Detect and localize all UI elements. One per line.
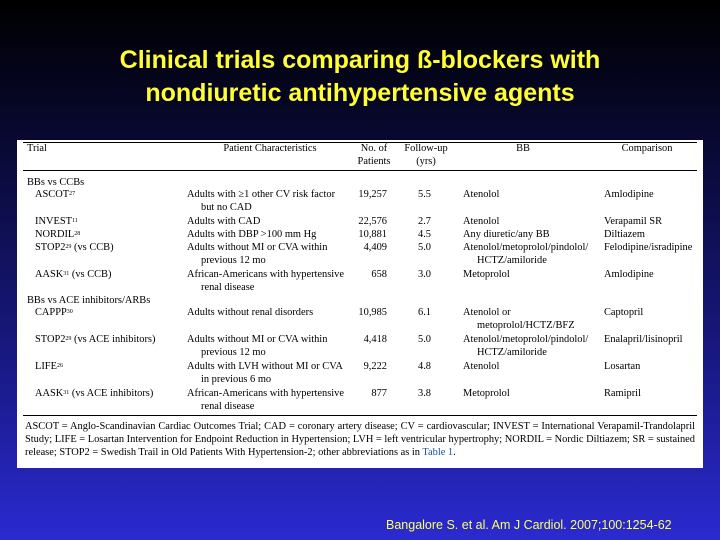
trial-name: LIFE [35, 361, 57, 372]
trial-name: CAPPP [35, 307, 67, 318]
footnote-text: ASCOT = Anglo-Scandinavian Cardiac Outcomes Trial; CAD = coronary artery disease; CV = cardiovascular; INVEST = International Verapamil-Trandolapril Study; LIFE = Losartan Intervention for Endpoint Reduction in Hypertension; LVH = left ventricular hypertrophy; NORDIL = Nordic Diltiazem; SR = sustained release; STOP2 = Swedish Trail in Old Patients With Hypertension-2; other abbreviations as in [25, 421, 695, 458]
slide-title [0, 44, 720, 110]
header-patient-characteristics: Patient Characteristics [223, 143, 317, 154]
table-row-comparison: Amlodipine [604, 269, 654, 280]
trial-reference: 11 [71, 218, 78, 224]
table-row-comparison: Ramipril [604, 388, 641, 399]
header-follow-up [400, 143, 452, 168]
trial-reference: 30 [66, 309, 73, 315]
table-row-trial [35, 307, 73, 320]
table-row-patients: 10,881 [358, 229, 387, 240]
table-row-comparison: Felodipine/isradipine [604, 242, 693, 253]
trial-comparison-note: (vs CCB) [71, 242, 114, 253]
table-row-bb-line2: HCTZ/amiloride [477, 255, 547, 266]
table-row-patients: 22,576 [358, 216, 387, 227]
trial-comparison-note: (vs ACE inhibitors) [69, 388, 154, 399]
table-row-comparison: Losartan [604, 361, 641, 372]
table-row-trial [35, 388, 153, 401]
table-row-bb-line1: Atenolol/metoprolol/pindolol/ [463, 242, 589, 253]
table-row-follow-up: 2.7 [418, 216, 431, 227]
table-row-trial [35, 216, 78, 229]
table-bottom-rule [23, 415, 697, 416]
header-bb: BB [516, 143, 530, 154]
table-row-bb-line2: HCTZ/amiloride [477, 347, 547, 358]
table-row-bb-line1: Atenolol [463, 189, 500, 200]
table-row-patients: 10,985 [358, 307, 387, 318]
title-line-1: Clinical trials comparing ß-blockers with [119, 46, 601, 74]
trial-reference: 26 [56, 363, 63, 369]
table-row-patients: 19,257 [358, 189, 387, 200]
trial-comparison-note: (vs CCB) [69, 269, 112, 280]
group-bbs-vs-ace-arbs: BBs vs ACE inhibitors/ARBs [27, 295, 151, 306]
table-row-follow-up: 3.0 [418, 269, 431, 280]
table-row-bb-line1: Atenolol or [463, 307, 511, 318]
table-row-patient-line2: renal disease [201, 401, 255, 412]
table-row-patient-line1: Adults without renal disorders [187, 307, 314, 318]
table-row-follow-up: 6.1 [418, 307, 431, 318]
trial-name: ASCOT [35, 189, 70, 200]
table-row-patient-line2: previous 12 mo [201, 347, 266, 358]
table-row-patients: 658 [371, 269, 387, 280]
header-no-of: No. of [360, 143, 388, 154]
table-row-patients: 4,409 [363, 242, 387, 253]
table-row-patient-line1: Adults without MI or CVA within [187, 334, 328, 345]
table-row-follow-up: 5.5 [418, 189, 431, 200]
table-row-trial [35, 229, 80, 242]
trial-comparison-note: (vs ACE inhibitors) [71, 334, 156, 345]
table-row-comparison: Enalapril/lisinopril [604, 334, 683, 345]
trial-reference: 29 [65, 336, 72, 342]
table-row-bb-line1: Atenolol [463, 216, 500, 227]
table-row-comparison: Captopril [604, 307, 644, 318]
table-row-comparison: Verapamil SR [604, 216, 663, 227]
header-comparison: Comparison [621, 143, 673, 154]
table-row-comparison: Diltiazem [604, 229, 645, 240]
group-bbs-vs-ccbs: BBs vs CCBs [27, 177, 85, 188]
table-row-bb-line1: Metoprolol [463, 388, 510, 399]
table-row-patients: 4,418 [363, 334, 387, 345]
table-row-trial [35, 334, 155, 347]
citation: Bangalore S. et al. Am J Cardiol. 2007;100:1254-62 [386, 518, 672, 532]
table-row-bb-line2: metoprolol/HCTZ/BFZ [477, 320, 575, 331]
table-row-follow-up: 5.0 [418, 334, 431, 345]
title-line-2: nondiuretic antihypertensive agents [145, 79, 575, 107]
header-follow-up-line1: Follow-up [404, 143, 448, 154]
table-row-comparison: Amlodipine [604, 189, 654, 200]
table-row-follow-up: 3.8 [418, 388, 431, 399]
table-row-patient-line1: Adults with DBP >100 mm Hg [187, 229, 317, 240]
trials-table-panel [17, 140, 703, 468]
table-row-trial [35, 242, 114, 255]
table-row-patients: 877 [371, 388, 387, 399]
table-row-bb-line1: Any diuretic/any BB [463, 229, 550, 240]
footnote-end: . [453, 447, 456, 458]
trial-name: AASK [35, 269, 64, 280]
table-row-follow-up: 4.8 [418, 361, 431, 372]
header-no-of-patients [349, 143, 399, 168]
footnote-table-link[interactable]: Table 1 [422, 447, 454, 458]
trial-reference: 29 [65, 244, 72, 250]
table-row-bb-line1: Atenolol [463, 361, 500, 372]
table-row-bb-line1: Atenolol/metoprolol/pindolol/ [463, 334, 589, 345]
table-row-trial [35, 269, 111, 282]
trial-reference: 28 [74, 231, 81, 237]
table-footnote [25, 420, 695, 459]
header-bottom-rule [23, 170, 697, 171]
table-row-patient-line1: African-Americans with hypertensive [187, 388, 344, 399]
table-row-patients: 9,222 [363, 361, 387, 372]
table-row-follow-up: 5.0 [418, 242, 431, 253]
trial-name: INVEST [35, 216, 72, 227]
trial-name: AASK [35, 388, 64, 399]
trial-reference: 27 [69, 191, 76, 197]
table-row-patient-line1: Adults with LVH without MI or CVA [187, 361, 343, 372]
table-row-patient-line2: previous 12 mo [201, 255, 266, 266]
table-row-patient-line1: Adults with CAD [187, 216, 261, 227]
table-row-patient-line1: Adults without MI or CVA within [187, 242, 328, 253]
header-trial: Trial [27, 143, 47, 154]
trial-reference: 31 [63, 390, 70, 396]
table-row-patient-line1: Adults with ≥1 other CV risk factor [187, 189, 336, 200]
trial-reference: 31 [63, 271, 70, 277]
table-row-patient-line2: in previous 6 mo [201, 374, 272, 385]
header-patients: Patients [357, 155, 391, 167]
table-row-patient-line2: but no CAD [201, 202, 252, 213]
table-row-patient-line1: African-Americans with hypertensive [187, 269, 344, 280]
table-row-follow-up: 4.5 [418, 229, 431, 240]
table-row-bb-line1: Metoprolol [463, 269, 510, 280]
header-follow-up-line2: (yrs) [416, 155, 436, 167]
table-row-trial [35, 361, 63, 374]
trial-name: NORDIL [35, 229, 75, 240]
table-row-patient-line2: renal disease [201, 282, 255, 293]
trial-name: STOP2 [35, 242, 66, 253]
table-row-trial [35, 189, 75, 202]
trial-name: STOP2 [35, 334, 66, 345]
